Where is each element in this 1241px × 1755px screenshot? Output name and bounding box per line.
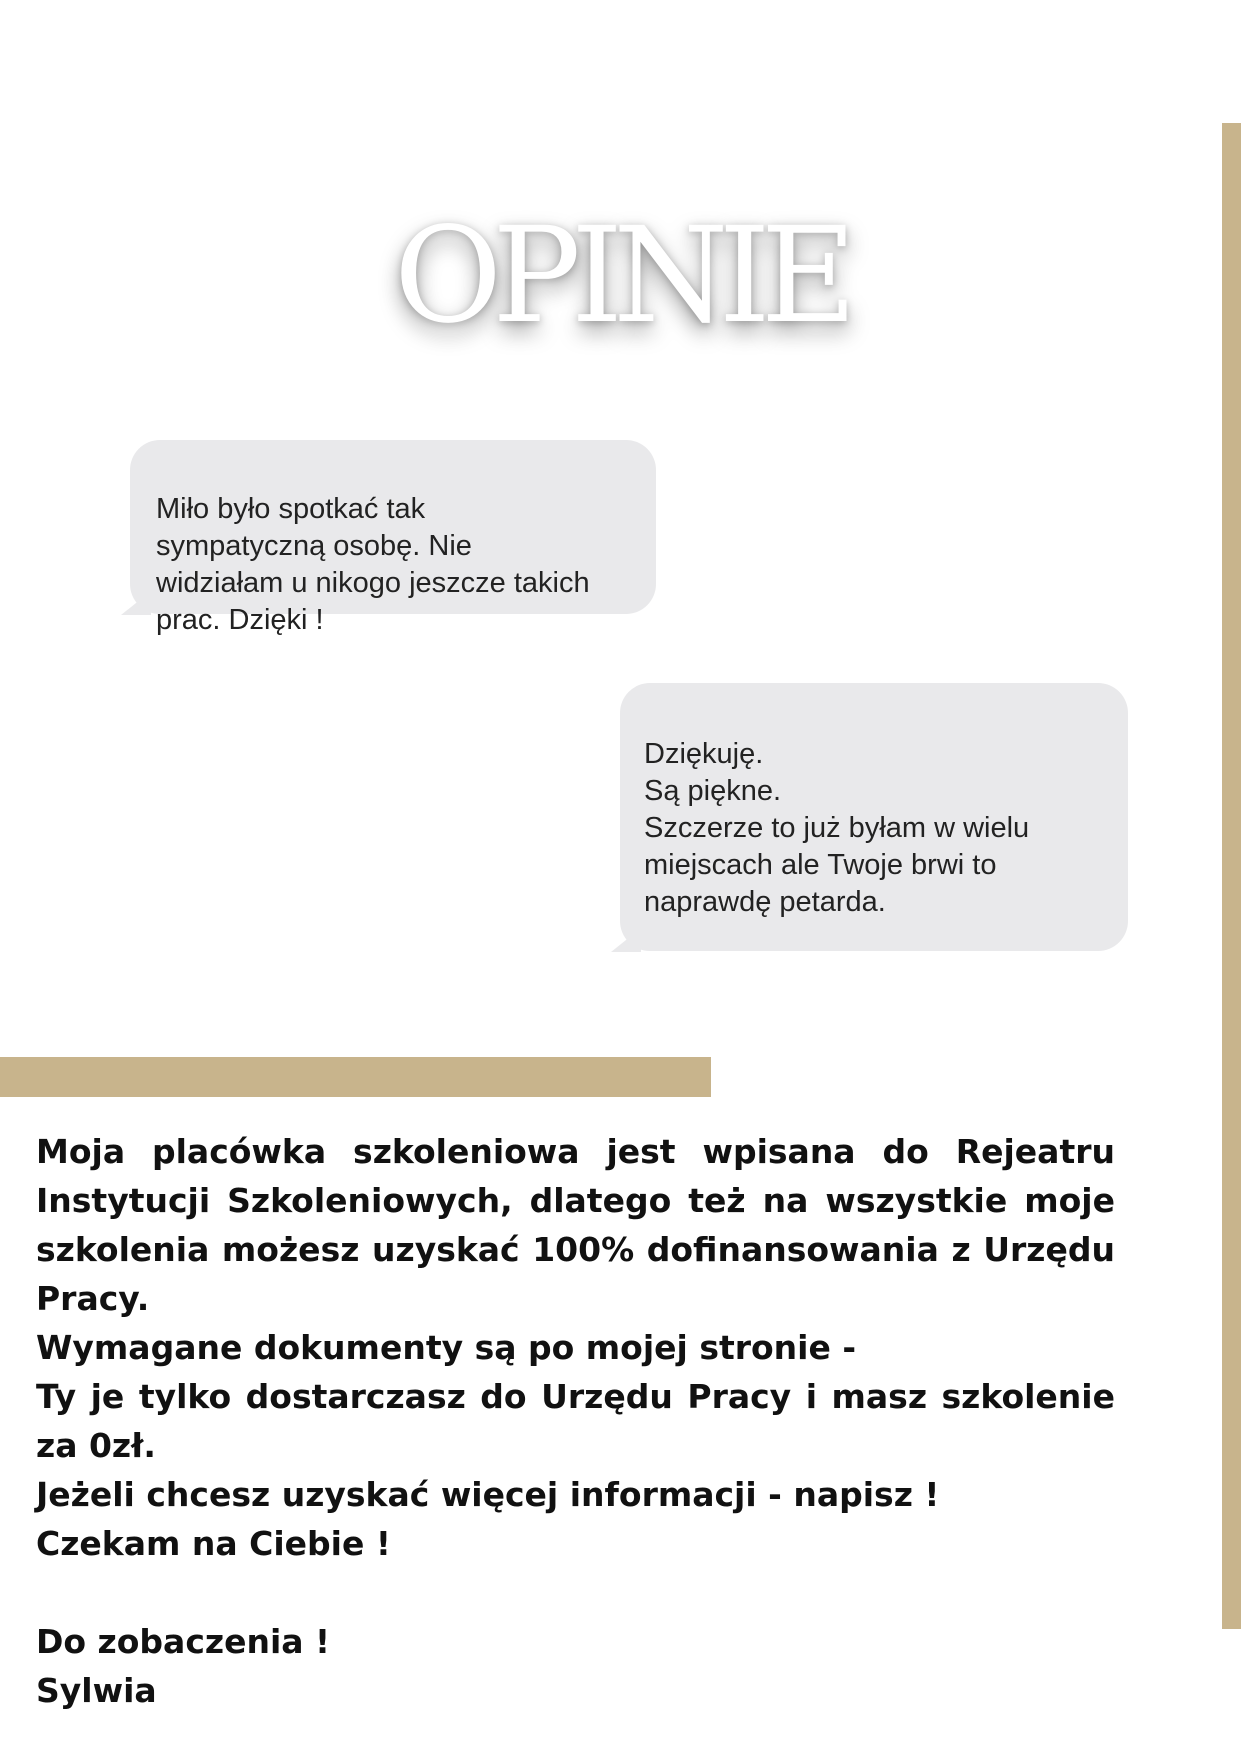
right-accent-bar	[1222, 123, 1241, 1629]
bubble-tail	[121, 591, 151, 615]
section-divider-bar	[0, 1057, 711, 1097]
signature: Sylwia	[36, 1671, 157, 1710]
farewell-line: Do zobaczenia !	[36, 1622, 331, 1661]
spacer	[36, 1568, 1115, 1617]
more-info-line: Jeżeli chcesz uzyskać więcej informacji - napisz !	[36, 1475, 940, 1514]
bubble-tail	[611, 928, 641, 952]
info-text-block	[36, 1127, 1115, 1715]
message-text: Dziękuję. Są piękne. Szczerze to już byłam w wielu miejscach ale Twoje brwi to naprawdę petarda.	[644, 738, 1030, 918]
page-title: OPINIE	[393, 199, 848, 353]
message-bubble-received-2	[620, 683, 1128, 951]
message-text: Miło było spotkać tak sympatyczną osobę. Nie widziałam u nikogo jeszcze takich prac. Dzięki !	[156, 493, 590, 636]
delivery-line: Ty je tylko dostarczasz do Urzędu Pracy i masz szkolenie za 0zł.	[36, 1377, 1115, 1465]
documents-line: Wymagane dokumenty są po mojej stronie -	[36, 1328, 857, 1367]
funding-paragraph: Moja placówka szkoleniowa jest wpisana do Rejeatru Instytucji Szkoleniowych, dlatego też na wszystkie moje szkolenia możesz uzyskać 100% dofinansowania z Urzędu Pracy.	[36, 1132, 1115, 1318]
waiting-line: Czekam na Ciebie !	[36, 1524, 391, 1563]
message-bubble-received-1	[130, 440, 656, 636]
